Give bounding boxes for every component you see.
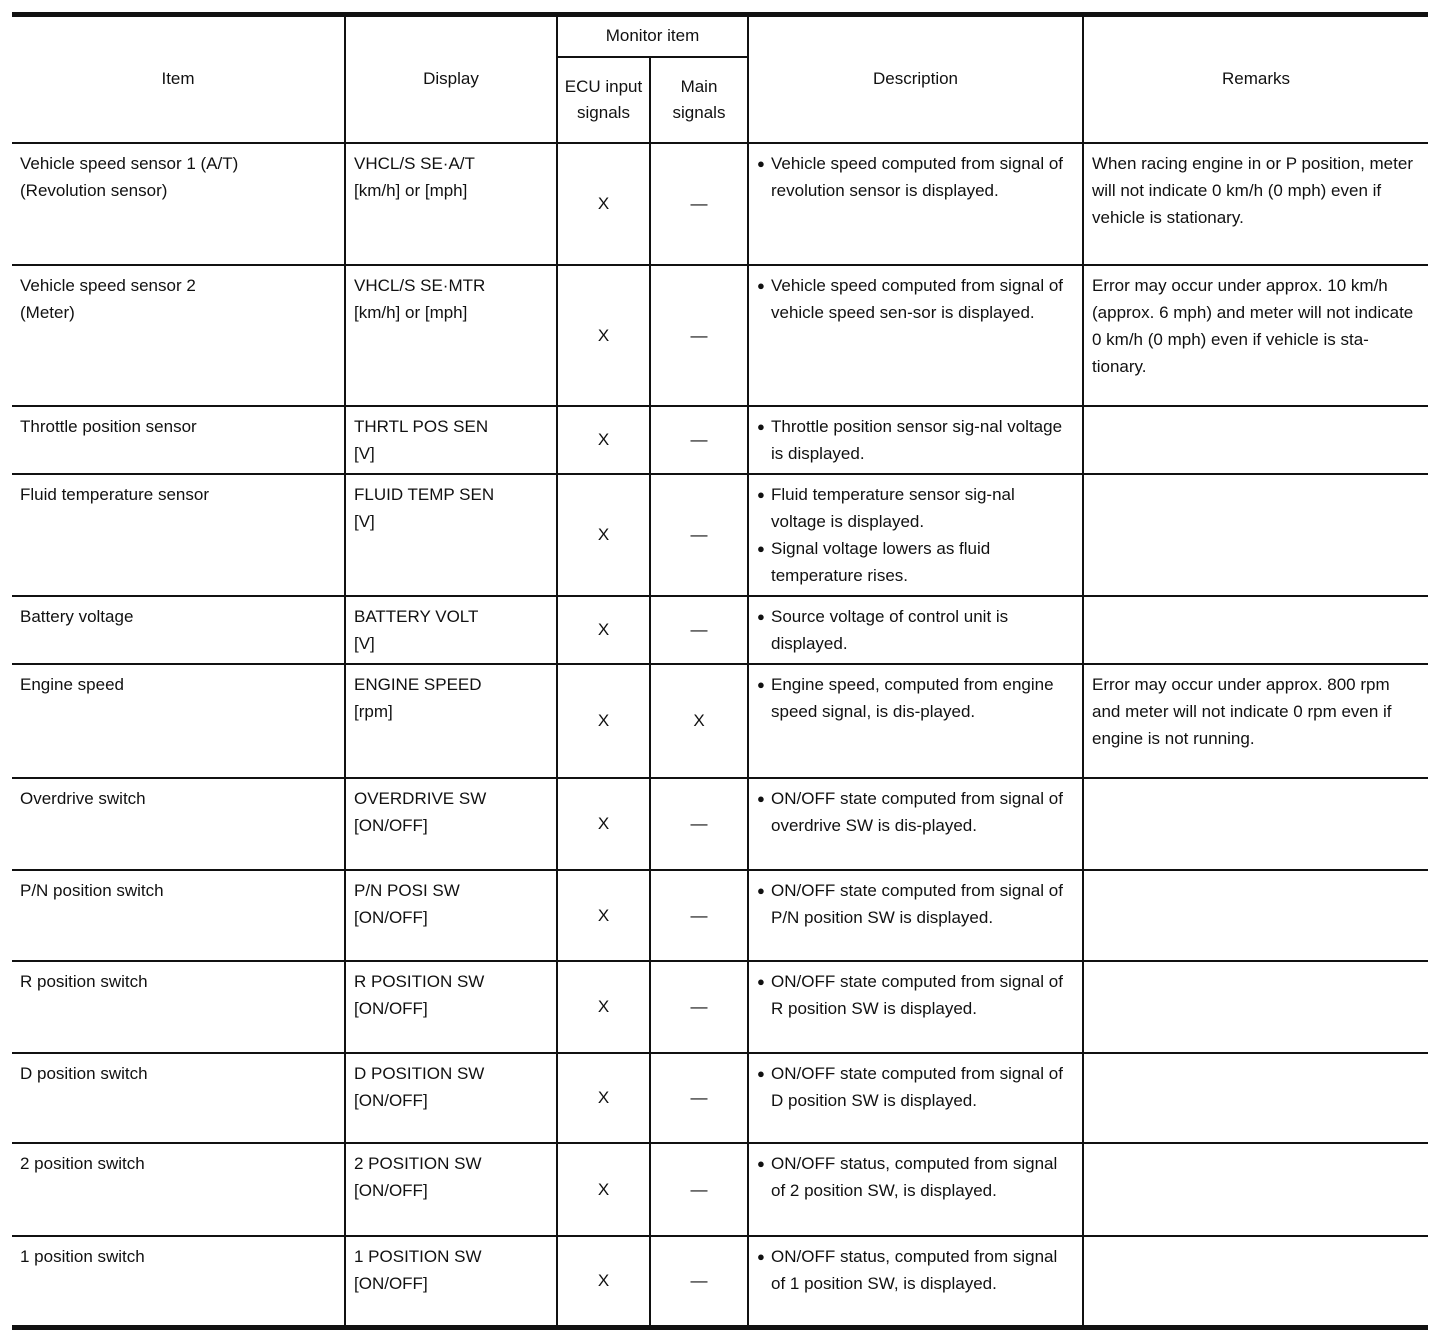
- main-signal-mark: —: [650, 143, 748, 265]
- item-cell: Vehicle speed sensor 1 (A/T) (Revolution sensor): [12, 143, 345, 265]
- ecu-input-mark: X: [557, 1236, 650, 1328]
- ecu-input-mark: X: [557, 265, 650, 406]
- description-text: Engine speed, computed from engine speed signal, is dis-played.: [771, 674, 1054, 721]
- bullet-icon: ●: [757, 882, 765, 898]
- remarks-cell: Error may occur under approx. 10 km/h (approx. 6 mph) and meter will not indicate 0 km/h (0 mph) even if vehicle is sta-tionary.: [1083, 265, 1428, 406]
- bullet-icon: ●: [757, 277, 765, 293]
- main-signal-mark: —: [650, 1236, 748, 1328]
- description-text: Throttle position sensor sig-nal voltage is displayed.: [771, 416, 1063, 463]
- description-cell: [748, 1053, 1083, 1143]
- table-row: [12, 1053, 1428, 1143]
- item-cell: Fluid temperature sensor: [12, 474, 345, 596]
- display-cell: R POSITION SW [ON/OFF]: [345, 961, 557, 1053]
- description-bullet-item: [757, 150, 1074, 204]
- description-text: ON/OFF status, computed from signal of 1 position SW, is displayed.: [771, 1246, 1058, 1293]
- ecu-input-mark: X: [557, 1053, 650, 1143]
- table-row: [12, 961, 1428, 1053]
- description-text: ON/OFF state computed from signal of overdrive SW is dis-played.: [771, 788, 1063, 835]
- ecu-input-mark: X: [557, 406, 650, 474]
- description-bullet-item: [757, 272, 1074, 326]
- ecu-input-mark: X: [557, 778, 650, 870]
- header-main-signals: Main signals: [650, 57, 748, 143]
- description-bullet-item: [757, 1243, 1074, 1297]
- bullet-icon: ●: [757, 155, 765, 171]
- description-bullet-item: [757, 481, 1074, 535]
- item-cell: P/N position switch: [12, 870, 345, 961]
- remarks-cell: [1083, 870, 1428, 961]
- description-cell: [748, 474, 1083, 596]
- description-bullet-item: [757, 785, 1074, 839]
- description-cell: [748, 406, 1083, 474]
- bullet-icon: ●: [757, 418, 765, 434]
- table-row: [12, 1236, 1428, 1328]
- description-bullet-item: [757, 603, 1074, 657]
- item-cell: R position switch: [12, 961, 345, 1053]
- display-cell: FLUID TEMP SEN [V]: [345, 474, 557, 596]
- table-row: [12, 778, 1428, 870]
- description-bullet-item: [757, 1150, 1074, 1204]
- main-signal-mark: —: [650, 265, 748, 406]
- item-cell: Vehicle speed sensor 2 (Meter): [12, 265, 345, 406]
- description-cell: [748, 1143, 1083, 1236]
- table-row: [12, 265, 1428, 406]
- main-signal-mark: —: [650, 1053, 748, 1143]
- bullet-icon: ●: [757, 790, 765, 806]
- display-cell: 2 POSITION SW [ON/OFF]: [345, 1143, 557, 1236]
- remarks-cell: [1083, 778, 1428, 870]
- description-cell: [748, 778, 1083, 870]
- description-text: Signal voltage lowers as fluid temperature rises.: [771, 538, 991, 585]
- main-signal-mark: —: [650, 406, 748, 474]
- description-bullet-item: [757, 535, 1074, 589]
- description-bullet-item: [757, 877, 1074, 931]
- main-signal-mark: —: [650, 474, 748, 596]
- description-text: ON/OFF state computed from signal of D position SW is displayed.: [771, 1063, 1063, 1110]
- remarks-cell: [1083, 1236, 1428, 1328]
- item-cell: Engine speed: [12, 664, 345, 778]
- table-body: [12, 143, 1428, 1328]
- ecu-input-mark: X: [557, 143, 650, 265]
- description-text: ON/OFF state computed from signal of P/N position SW is displayed.: [771, 880, 1063, 927]
- display-cell: 1 POSITION SW [ON/OFF]: [345, 1236, 557, 1328]
- description-bullet-item: [757, 1060, 1074, 1114]
- description-cell: [748, 143, 1083, 265]
- description-bullet-item: [757, 413, 1074, 467]
- remarks-cell: Error may occur under approx. 800 rpm and meter will not indicate 0 rpm even if engine is not running.: [1083, 664, 1428, 778]
- remarks-cell: [1083, 406, 1428, 474]
- remarks-cell: [1083, 1143, 1428, 1236]
- header-description: Description: [748, 15, 1083, 143]
- description-cell: [748, 1236, 1083, 1328]
- display-cell: THRTL POS SEN [V]: [345, 406, 557, 474]
- description-cell: [748, 664, 1083, 778]
- remarks-cell: When racing engine in or P position, meter will not indicate 0 km/h (0 mph) even if vehicle is stationary.: [1083, 143, 1428, 265]
- description-cell: [748, 870, 1083, 961]
- display-cell: VHCL/S SE·A/T [km/h] or [mph]: [345, 143, 557, 265]
- ecu-input-mark: X: [557, 1143, 650, 1236]
- table-row: [12, 143, 1428, 265]
- ecu-input-mark: X: [557, 664, 650, 778]
- remarks-cell: [1083, 1053, 1428, 1143]
- main-signal-mark: —: [650, 961, 748, 1053]
- display-cell: P/N POSI SW [ON/OFF]: [345, 870, 557, 961]
- table-row: [12, 596, 1428, 664]
- item-cell: Battery voltage: [12, 596, 345, 664]
- main-signal-mark: X: [650, 664, 748, 778]
- ecu-input-mark: X: [557, 474, 650, 596]
- description-bullet-item: [757, 968, 1074, 1022]
- remarks-cell: [1083, 596, 1428, 664]
- description-cell: [748, 265, 1083, 406]
- monitor-item-table: [12, 12, 1428, 1330]
- bullet-icon: ●: [757, 973, 765, 989]
- main-signal-mark: —: [650, 596, 748, 664]
- description-cell: [748, 596, 1083, 664]
- item-cell: 1 position switch: [12, 1236, 345, 1328]
- description-text: Fluid temperature sensor sig-nal voltage is displayed.: [771, 484, 1015, 531]
- bullet-icon: ●: [757, 486, 765, 502]
- display-cell: BATTERY VOLT [V]: [345, 596, 557, 664]
- table-row: [12, 1143, 1428, 1236]
- description-text: ON/OFF status, computed from signal of 2 position SW, is displayed.: [771, 1153, 1058, 1200]
- display-cell: ENGINE SPEED [rpm]: [345, 664, 557, 778]
- item-cell: Throttle position sensor: [12, 406, 345, 474]
- bullet-icon: ●: [757, 1065, 765, 1081]
- remarks-cell: [1083, 474, 1428, 596]
- main-signal-mark: —: [650, 870, 748, 961]
- table-row: [12, 474, 1428, 596]
- description-text: Vehicle speed computed from signal of revolution sensor is displayed.: [771, 153, 1064, 200]
- description-bullet-item: [757, 671, 1074, 725]
- description-cell: [748, 961, 1083, 1053]
- bullet-icon: ●: [757, 540, 765, 556]
- description-text: ON/OFF state computed from signal of R position SW is displayed.: [771, 971, 1063, 1018]
- table-row: [12, 870, 1428, 961]
- item-cell: Overdrive switch: [12, 778, 345, 870]
- display-cell: VHCL/S SE·MTR [km/h] or [mph]: [345, 265, 557, 406]
- main-signal-mark: —: [650, 778, 748, 870]
- remarks-cell: [1083, 961, 1428, 1053]
- bullet-icon: ●: [757, 1248, 765, 1264]
- display-cell: D POSITION SW [ON/OFF]: [345, 1053, 557, 1143]
- header-display: Display: [345, 15, 557, 143]
- table-row: [12, 664, 1428, 778]
- item-cell: D position switch: [12, 1053, 345, 1143]
- header-ecu-input-signals: ECU input signals: [557, 57, 650, 143]
- bullet-icon: ●: [757, 608, 765, 624]
- display-cell: OVERDRIVE SW [ON/OFF]: [345, 778, 557, 870]
- main-signal-mark: —: [650, 1143, 748, 1236]
- item-cell: 2 position switch: [12, 1143, 345, 1236]
- header-item: Item: [12, 15, 345, 143]
- ecu-input-mark: X: [557, 596, 650, 664]
- table-row: [12, 406, 1428, 474]
- ecu-input-mark: X: [557, 961, 650, 1053]
- header-monitor-item: Monitor item: [557, 15, 748, 57]
- bullet-icon: ●: [757, 1155, 765, 1171]
- bullet-icon: ●: [757, 676, 765, 692]
- header-remarks: Remarks: [1083, 15, 1428, 143]
- ecu-input-mark: X: [557, 870, 650, 961]
- description-text: Vehicle speed computed from signal of vehicle speed sen-sor is displayed.: [771, 275, 1064, 322]
- description-text: Source voltage of control unit is displayed.: [771, 606, 1009, 653]
